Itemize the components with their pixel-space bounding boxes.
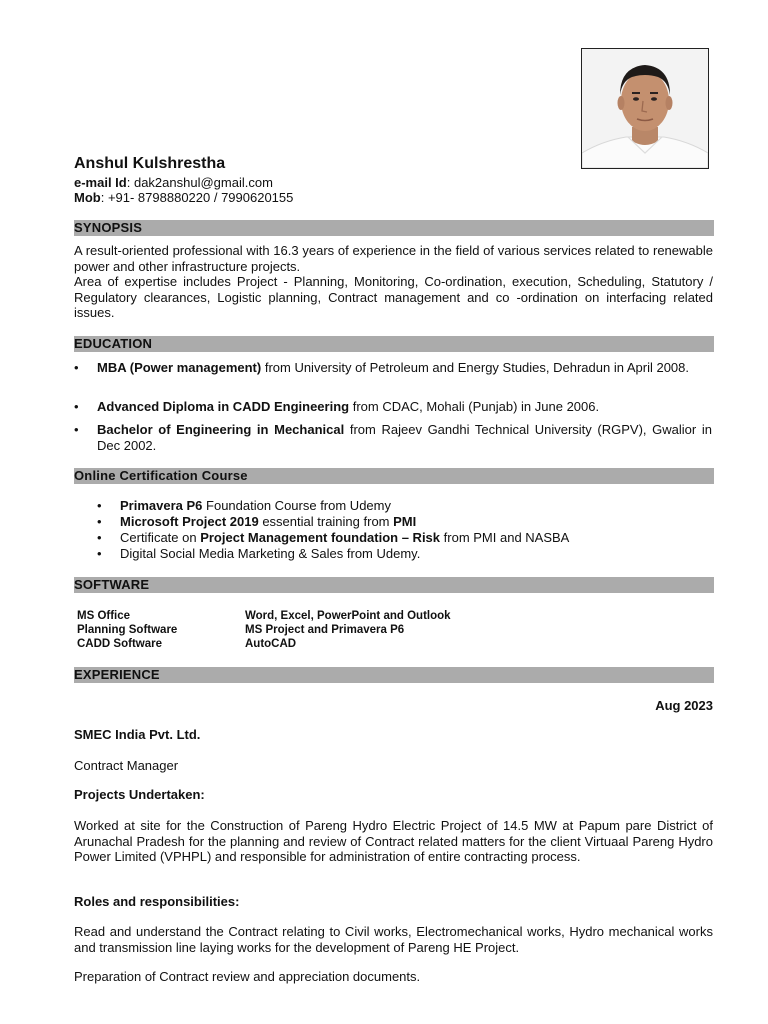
- certification-prefix: Certificate on: [120, 530, 201, 545]
- synopsis-heading: SYNOPSIS: [74, 220, 714, 236]
- software-heading: SOFTWARE: [74, 577, 714, 593]
- software-name: CADD Software: [77, 638, 162, 650]
- education-heading: EDUCATION: [74, 336, 714, 352]
- education-detail: from CDAC, Mohali (Punjab) in June 2006.: [349, 399, 600, 414]
- education-degree: MBA (Power management): [97, 360, 262, 375]
- bullet-icon: •: [97, 514, 102, 529]
- email-label: e-mail Id: [74, 175, 127, 190]
- certification-title: Primavera P6: [120, 498, 203, 513]
- email-value[interactable]: : dak2anshul@gmail.com: [126, 175, 273, 190]
- education-detail: from University of Petroleum and Energy Studies, Dehradun in April 2008.: [261, 360, 689, 375]
- synopsis-summary: A result-oriented professional with 16.3 years of experience in the field of various services related to renewable power and other infrastructure projects.: [74, 243, 713, 274]
- certification-title: Digital Social Media Marketing & Sales from Udemy.: [120, 546, 421, 561]
- mobile-line: [74, 190, 293, 205]
- education-item: [74, 399, 712, 415]
- certification-item: [97, 514, 417, 530]
- email-line: [74, 175, 273, 190]
- certification-detail: from PMI and NASBA: [440, 530, 570, 545]
- mobile-value: : +91- 8798880220 / 7990620155: [100, 190, 294, 205]
- bullet-icon: •: [74, 360, 79, 375]
- profile-photo: [581, 48, 709, 169]
- roles-text: Read and understand the Contract relating to Civil works, Electromechanical works, Hydro mechanical works and transmission line laying works for the development of Pareng HE Project.: [74, 924, 713, 955]
- certification-title: Project Management foundation – Risk: [200, 530, 441, 545]
- bullet-icon: •: [97, 546, 102, 561]
- software-name: Planning Software: [77, 624, 178, 636]
- candidate-name: Anshul Kulshrestha: [74, 155, 226, 172]
- certification-item: [97, 546, 421, 562]
- software-value: AutoCAD: [245, 638, 297, 650]
- bullet-icon: •: [74, 399, 79, 414]
- certification-item: [97, 498, 391, 514]
- certification-heading: Online Certification Course: [74, 468, 714, 484]
- education-item: [74, 422, 712, 453]
- person-portrait-icon: [582, 49, 708, 168]
- education-degree: Bachelor of Engineering in Mechanical: [97, 422, 345, 437]
- company-name: SMEC India Pvt. Ltd.: [74, 727, 201, 742]
- software-value: Word, Excel, PowerPoint and Outlook: [245, 610, 451, 622]
- experience-heading: EXPERIENCE: [74, 667, 714, 683]
- synopsis-expertise: Area of expertise includes Project - Planning, Monitoring, Co-ordination, execution, Scheduling, Statutory / Regulatory clearances, Logistic planning, Contract management and co -ordination on interfacing related issues.: [74, 274, 713, 320]
- education-detail: from Rajeev Gandhi Technical University (RGPV), Gwalior in Dec 2002.: [97, 422, 712, 453]
- experience-date: Aug 2023: [655, 698, 713, 713]
- certification-item: [97, 530, 570, 546]
- synopsis-text: [74, 243, 713, 321]
- education-degree: Advanced Diploma in CADD Engineering: [97, 399, 350, 414]
- bullet-icon: •: [97, 498, 102, 513]
- projects-heading: Projects Undertaken:: [74, 787, 205, 802]
- roles-heading: Roles and responsibilities:: [74, 894, 240, 909]
- software-value: MS Project and Primavera P6: [245, 624, 405, 636]
- projects-text: Worked at site for the Construction of Pareng Hydro Electric Project of 14.5 MW at Papum pare District of Arunachal Pradesh for the planning and review of Contract related matters for the client Virtuaal Pareng Hydro Power Limited (VPHPL) and responsible for administration of entire contracting process.: [74, 818, 713, 864]
- roles-text: Preparation of Contract review and appreciation documents.: [74, 969, 421, 984]
- certification-title: Microsoft Project 2019: [120, 514, 259, 529]
- certification-provider: PMI: [393, 514, 417, 529]
- job-role: Contract Manager: [74, 758, 179, 773]
- mobile-label: Mob: [74, 190, 101, 205]
- education-item: [74, 360, 712, 376]
- software-name: MS Office: [77, 610, 131, 622]
- certification-detail: Foundation Course from Udemy: [202, 498, 391, 513]
- bullet-icon: •: [97, 530, 102, 545]
- certification-detail: essential training from: [258, 514, 394, 529]
- bullet-icon: •: [74, 422, 79, 437]
